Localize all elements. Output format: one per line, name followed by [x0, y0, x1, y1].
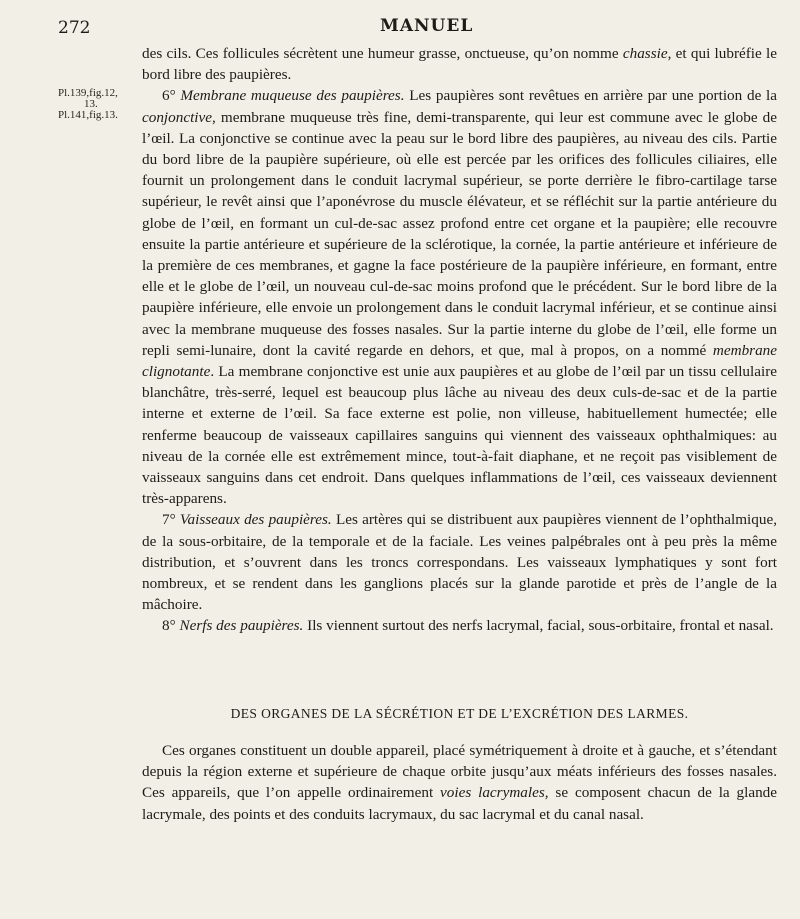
margin-reference: Pl.139,fig.12,	[58, 87, 118, 99]
subsection-title: Membrane muqueuse des paupières.	[180, 87, 405, 105]
section-body	[142, 740, 777, 825]
margin-reference: Pl.141,fig.13.	[58, 109, 118, 121]
body-text	[142, 43, 777, 637]
paragraph-vessels: 7° Vaisseaux des paupières. Les artères qui se distribuent aux paupières viennent de l’ophthalmique, de la sous-orbitaire, de la temporale et de la faciale. Les veines palpébrales ont à peu près la même distribution, et s’ouvrent dans les troncs correspondans. Les vaisseaux lymphatiques y sont fort nombreux, et se rendent dans les ganglions placés sur la glande parotide et près de l’angle de la mâchoire.	[142, 511, 777, 614]
section-heading: DES ORGANES DE LA SÉCRÉTION ET DE L’EXCRÉTION DES LARMES.	[230, 706, 689, 721]
running-head: MANUEL	[380, 16, 474, 36]
subsection-title: Vaisseaux des paupières.	[179, 511, 332, 529]
subsection-title: Nerfs des paupières.	[179, 617, 304, 635]
margin-reference: 13.	[84, 98, 98, 110]
paragraph-nerves: 8° Nerfs des paupières. Ils viennent surtout des nerfs lacrymal, facial, sous-orbitaire, frontal et nasal.	[162, 617, 774, 635]
page-number: 272	[58, 18, 91, 38]
paragraph-mucous-membrane: 6° Membrane muqueuse des paupières. Les paupières sont revêtues en arrière par une portion de la conjonctive, membrane muqueuse très fine, demi-transparente, qui leur est commune avec le globe de l’œil. La conjonctive se continue avec la peau sur le bord libre des paupières, au niveau des cils. Partie du bord libre de la paupière supérieure, où elle est percée par les orifices des follicules ciliaires, elle fournit un prolongement dans le conduit lacrymal supérieur, se porte derrière le fibro-cartilage tarse supérieur, le revêt ainsi que l’aponévrose du muscle élévateur, et se réfléchit sur la partie antérieure du globe de l’œil, en formant un cul-de-sac assez profond entre cet organe et la paupière; elle recouvre ensuite la partie antérieure et supérieure de la sclérotique, la cornée, la partie antérieure et inférieure de la première de ces membranes, et gagne la face postérieure de la paupière inférieure, en formant, entre elle et le globe de l’œil, un nouveau cul-de-sac moins profond que le précédent. Sur le bord libre de la paupière inférieure, elle envoie un prolongement dans le conduit lacrymal inférieur, et se continue ainsi avec la membrane muqueuse des fosses nasales. Sur la partie interne du globe de l’œil, elle forme un repli semi-lunaire, dont la cavité regarde en dehors, et que, mal à propos, on a nommé membrane clignotante. La membrane conjonctive est unie aux paupières et au globe de l’œil par un tissu cellulaire blanchâtre, très-serré, lequel est beaucoup plus lâche au niveau des deux culs-de-sac et de la partie interne et externe de l’œil. Sa face externe est polie, non villeuse, habituellement humectée; elle renferme beaucoup de vaisseaux capillaires sanguins qui viennent des vaisseaux ophthalmiques: au niveau de la cornée elle est extrêmement mince, tout-à-fait diaphane, et ne reçoit pas visiblement de vaisseaux sanguins dans cet endroit. Dans quelques inflammations de l’œil, ces vaisseaux deviennent très-apparens.	[142, 87, 777, 508]
paragraph-tear-organs: Ces organes constituent un double appareil, placé symétriquement à droite et à gauche, et s’étendant depuis la région externe et supérieure de chaque orbite jusqu’aux méats inférieurs des fosses nasales. Ces appareils, que l’on appelle ordinairement voies lacrymales, se composent chacun de la glande lacrymale, des points et des conduits lacrymaux, du sac lacrymal et du canal nasal.	[142, 742, 778, 823]
paragraph-eyelash-follicles: des cils. Ces follicules sécrètent une humeur grasse, onctueuse, qu’on nomme chassie, et qui lubréfie le bord libre des paupières.	[142, 45, 777, 84]
